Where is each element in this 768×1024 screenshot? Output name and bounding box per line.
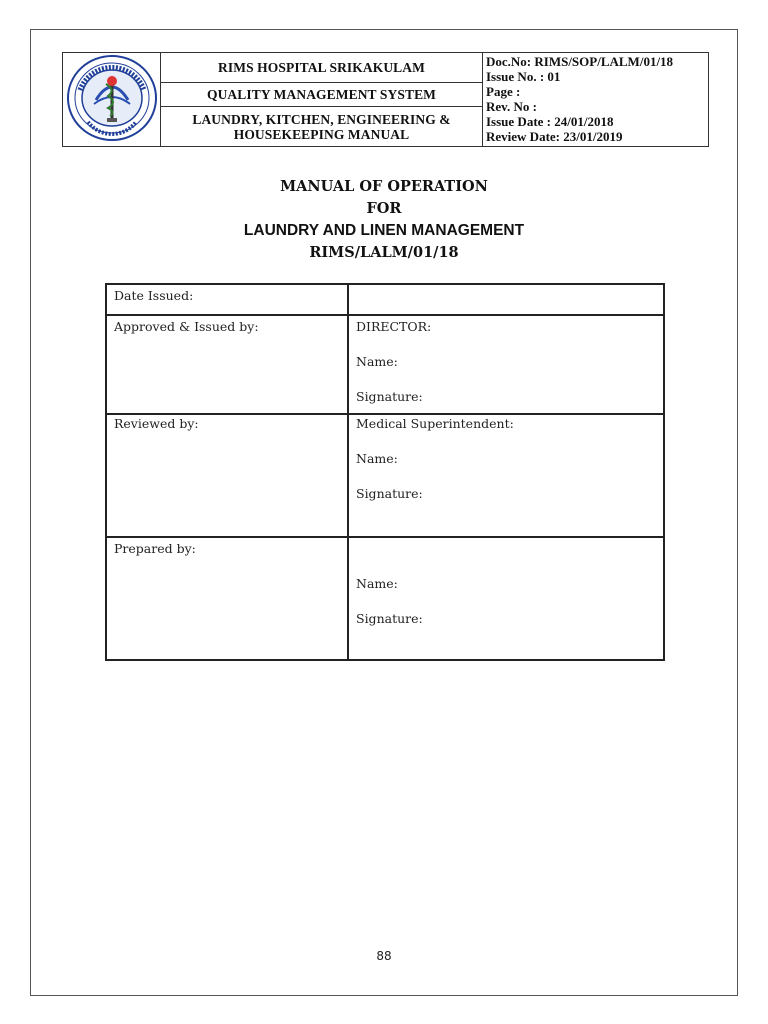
approved-label: Approved & Issued by: [106, 315, 348, 414]
manual-name: LAUNDRY, KITCHEN, ENGINEERING & HOUSEKEEPING MANUAL [161, 107, 483, 147]
rims-logo-icon [66, 54, 158, 142]
table-row [106, 284, 664, 315]
title-line-1: MANUAL OF OPERATION [280, 178, 488, 195]
title-line-3: LAUNDRY AND LINEN MANAGEMENT [243, 222, 525, 239]
table-row [106, 537, 664, 660]
title-line-4: RIMS/LALM/01/18 [309, 244, 459, 261]
table-row [106, 414, 664, 537]
document-control-info [483, 53, 709, 147]
prepared-label: Prepared by: [106, 537, 348, 660]
approved-name: Name: [356, 354, 398, 369]
approval-table [105, 283, 665, 661]
document-header-table [62, 52, 709, 147]
title-line-2: FOR [366, 200, 402, 217]
review-date: Review Date: 23/01/2019 [486, 129, 623, 144]
doc-number: Doc.No: RIMS/SOP/LALM/01/18 [486, 54, 674, 69]
date-issued-label: Date Issued: [106, 284, 348, 315]
logo-cell [63, 53, 161, 147]
date-issued-value [348, 284, 664, 315]
system-name: QUALITY MANAGEMENT SYSTEM [161, 83, 483, 107]
page-label: Page : [486, 84, 521, 99]
issue-number: Issue No. : 01 [486, 69, 561, 84]
prepared-name: Name: [356, 576, 398, 591]
prepared-role [356, 540, 657, 557]
approved-details [348, 315, 664, 414]
reviewed-details [348, 414, 664, 537]
revision-number: Rev. No : [486, 99, 537, 114]
reviewed-name: Name: [356, 451, 398, 466]
page-number: 88 [376, 949, 392, 963]
reviewed-role: Medical Superintendent: [356, 416, 514, 431]
approved-signature: Signature: [356, 389, 423, 404]
prepared-details [348, 537, 664, 660]
prepared-signature: Signature: [356, 611, 423, 626]
reviewed-label: Reviewed by: [106, 414, 348, 537]
title-block [0, 176, 768, 264]
table-row [106, 315, 664, 414]
reviewed-signature: Signature: [356, 486, 423, 501]
hospital-name: RIMS HOSPITAL SRIKAKULAM [161, 53, 483, 83]
issue-date: Issue Date : 24/01/2018 [486, 114, 614, 129]
approved-role: DIRECTOR: [356, 319, 432, 334]
